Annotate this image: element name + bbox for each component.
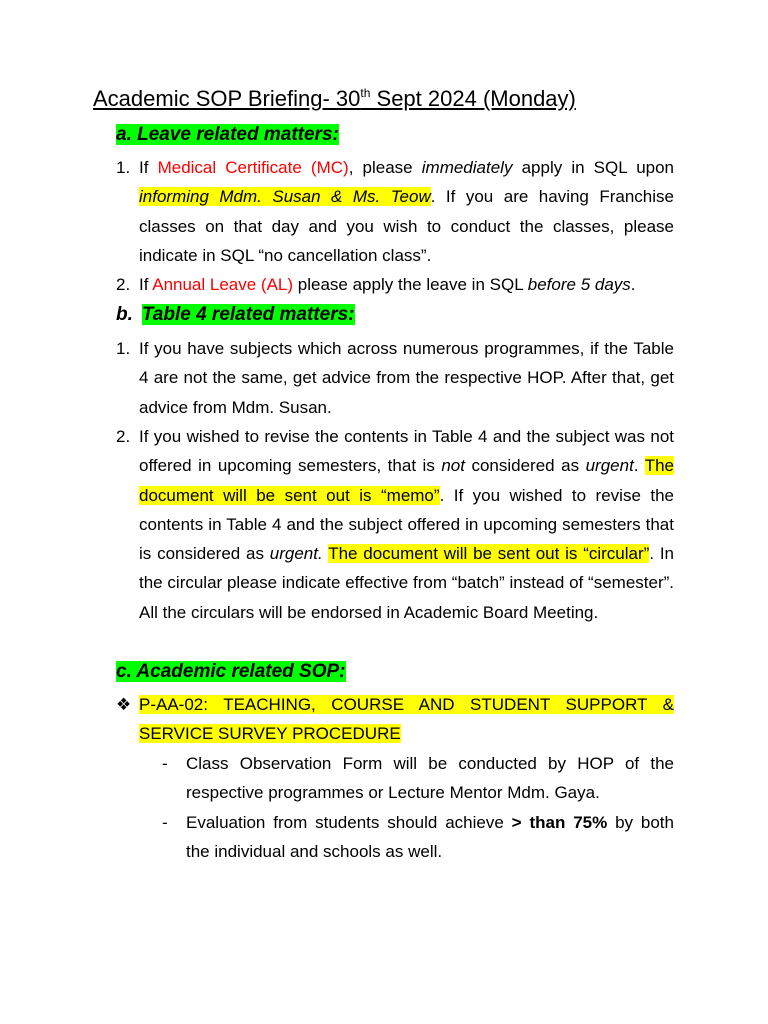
list-item: 2. If Annual Leave (AL) please apply the leave in SQL before 5 days. (116, 275, 636, 294)
list-item: 1. If you have subjects which across numerous programmes, if the Table 4 are not the same, get advice from the respective HOP. After that, get advice from Mdm. Susan. (116, 339, 674, 417)
sub-list-item: - Evaluation from students should achieve > than 75% by both the individual and schools as well. (162, 813, 674, 862)
section-a-heading: a. Leave related matters: (116, 124, 339, 145)
list-item: 1. If Medical Certificate (MC), please immediately apply in SQL upon informing Mdm. Susan & Ms. Teow. If you are having Franchise classes on that day and you wish to conduct the classes, please indicate in SQL “no cancellation class”. (116, 158, 675, 265)
section-b-heading: b. Table 4 related matters: (116, 304, 355, 325)
sop-bullet-item: ❖ P-AA-02: TEACHING, COURSE AND STUDENT SUPPORT & SERVICE SURVEY PROCEDURE (116, 690, 674, 749)
diamond-bullet-icon: ❖ (116, 695, 132, 714)
sub-list-item: - Class Observation Form will be conducted by HOP of the respective programmes or Lecture Mentor Mdm. Gaya. (162, 754, 674, 803)
list-item: 2. If you wished to revise the contents in Table 4 and the subject was not offered in upcoming semesters, that is not considered as urgent. The document will be sent out is “memo”. If you wished to revise the contents in Table 4 and the subject offered in upcoming semesters that is considered as urgent. The document will be sent out is “circular”. In the circular please indicate effective from “batch” instead of “semester”. All the circulars will be endorsed in Academic Board Meeting. (116, 427, 675, 622)
section-c-heading: c. Academic related SOP: (116, 661, 346, 682)
page-title: Academic SOP Briefing- 30th Sept 2024 (Monday) (93, 86, 576, 111)
